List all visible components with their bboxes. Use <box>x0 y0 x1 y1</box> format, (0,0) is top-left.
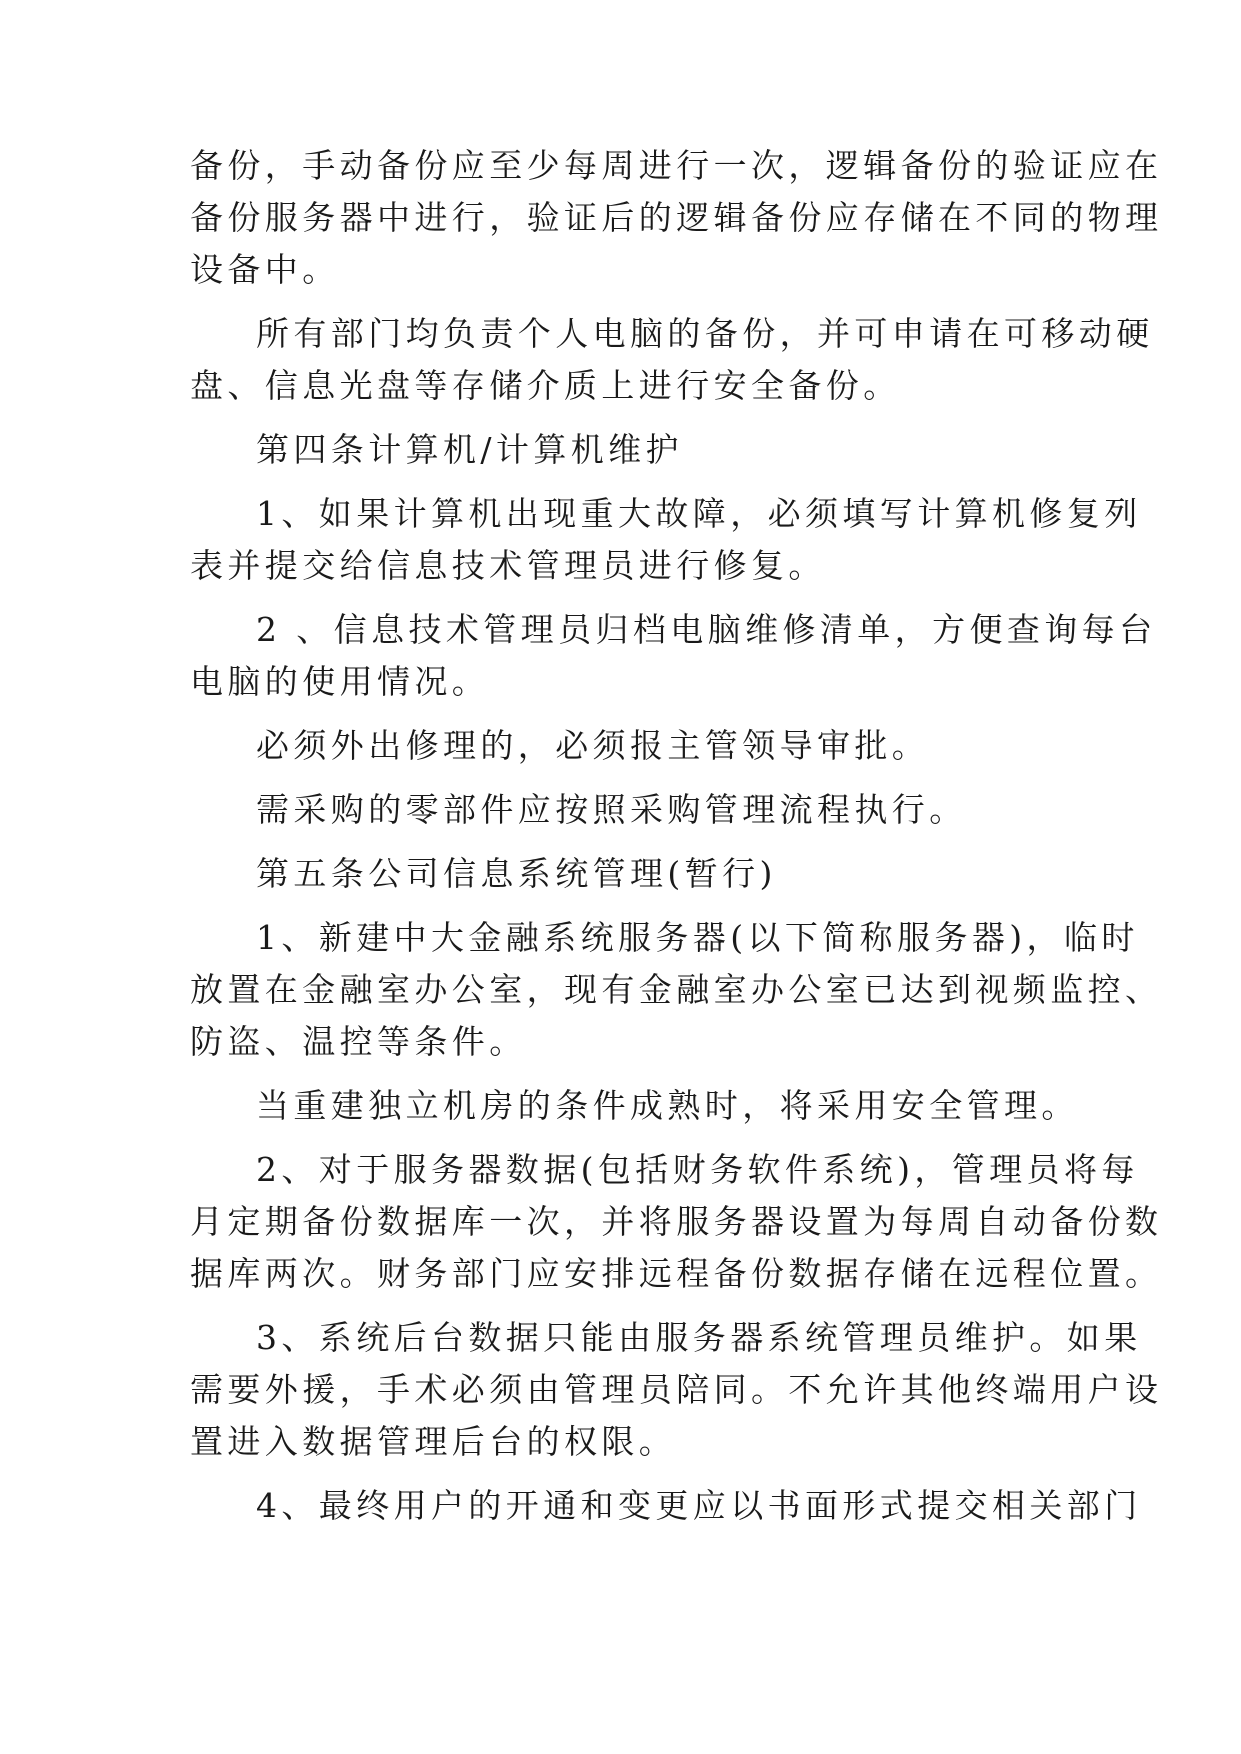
text-line-23: 置进入数据管理后台的权限。 <box>190 1422 677 1461</box>
text-line-20: 据库两次。财务部门应安排远程备份数据存储在远程位置。 <box>190 1254 1163 1293</box>
text-line-4: 所有部门均负责个人电脑的备份，并可申请在可移动硬 <box>256 314 1154 353</box>
text-line-18: 2、对于服务器数据(包括财务软件系统)，管理员将每 <box>256 1150 1139 1189</box>
section-heading-4: 第四条计算机/计算机维护 <box>256 430 683 469</box>
text-line-11: 必须外出修理的，必须报主管领导审批。 <box>256 726 930 765</box>
section-heading-5: 第五条公司信息系统管理(暂行) <box>256 854 777 893</box>
text-line-2: 备份服务器中进行，验证后的逻辑备份应存储在不同的物理 <box>190 198 1163 237</box>
text-line-10: 电脑的使用情况。 <box>190 662 490 701</box>
text-line-19: 月定期备份数据库一次，并将服务器设置为每周自动备份数 <box>190 1202 1163 1241</box>
text-line-12: 需采购的零部件应按照采购管理流程执行。 <box>256 790 967 829</box>
text-line-15: 放置在金融室办公室，现有金融室办公室已达到视频监控、 <box>190 970 1163 1009</box>
text-line-24: 4、最终用户的开通和变更应以书面形式提交相关部门 <box>256 1486 1142 1525</box>
text-line-17: 当重建独立机房的条件成熟时，将采用安全管理。 <box>256 1086 1079 1125</box>
text-line-14: 1、新建中大金融系统服务器(以下简称服务器)，临时 <box>256 918 1139 957</box>
text-line-21: 3、系统后台数据只能由服务器系统管理员维护。如果 <box>256 1318 1142 1357</box>
text-line-16: 防盗、温控等条件。 <box>190 1022 527 1061</box>
text-line-3: 设备中。 <box>190 250 340 289</box>
text-line-5: 盘、信息光盘等存储介质上进行安全备份。 <box>190 366 901 405</box>
text-line-8: 表并提交给信息技术管理员进行修复。 <box>190 546 826 585</box>
text-line-22: 需要外援，手术必须由管理员陪同。不允许其他终端用户设 <box>190 1370 1163 1409</box>
text-line-1: 备份，手动备份应至少每周进行一次，逻辑备份的验证应在 <box>190 146 1163 185</box>
text-line-7: 1、如果计算机出现重大故障，必须填写计算机修复列 <box>256 494 1142 533</box>
text-line-9: 2 、信息技术管理员归档电脑维修清单，方便查询每台 <box>256 610 1157 649</box>
